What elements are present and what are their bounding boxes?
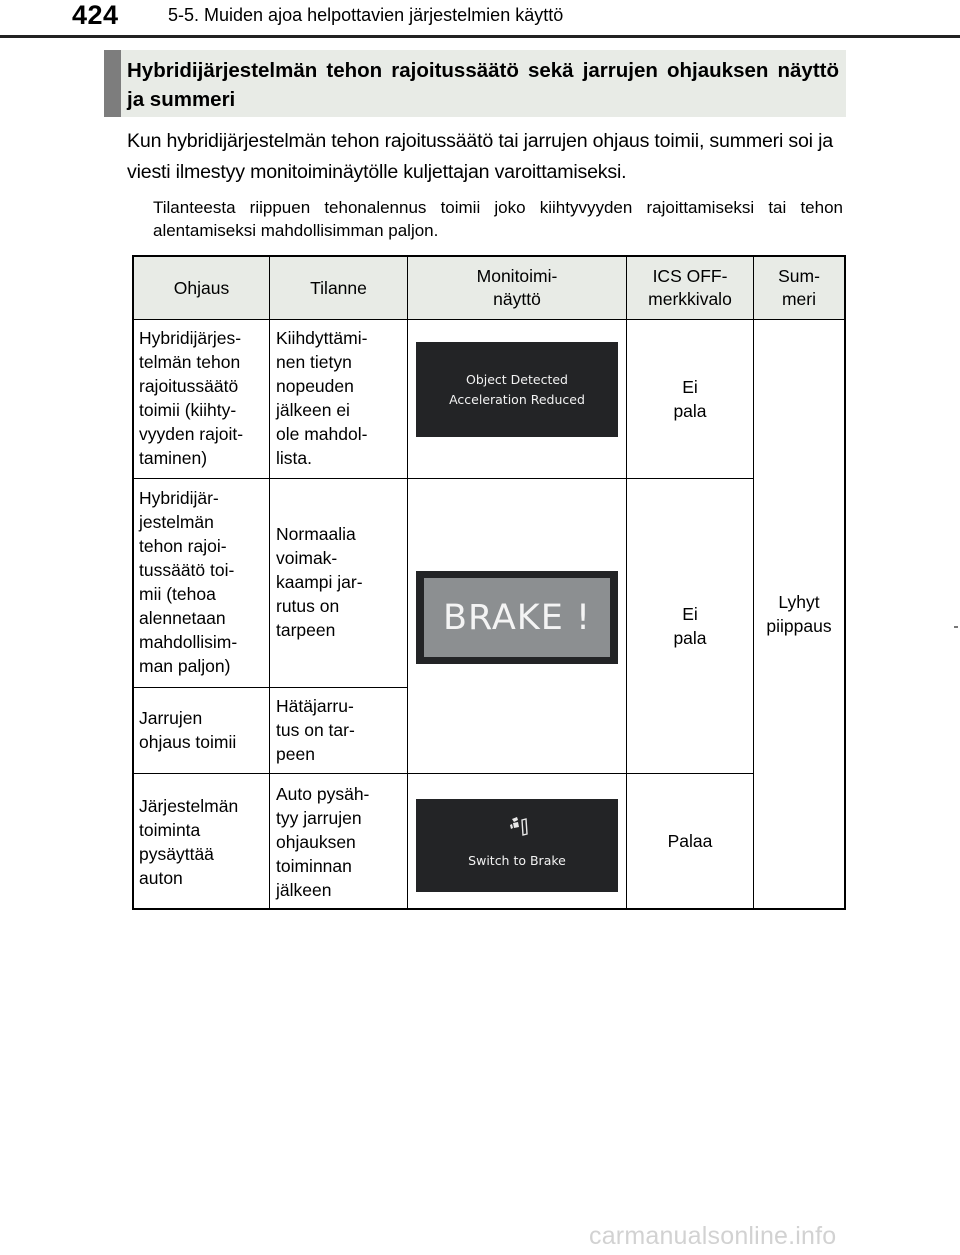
- chapter-title: 5-5. Muiden ajoa helpottavien järjestelmien käyttö: [168, 5, 564, 25]
- object-detected-screen: [416, 342, 618, 437]
- row1-ics-off: Ei pala: [673, 377, 707, 421]
- brake-warning-text: BRAKE !: [424, 578, 610, 657]
- row1-control: Hybridijärjes- telmän tehon rajoitussäätö toimii (kiihty- vyyden rajoit- taminen): [139, 328, 244, 468]
- note-paragraph: Tilanteesta riippuen tehonalennus toimii joko kiihtyvyyden rajoittamiseksi tai tehon alentamiseksi mahdollisimman paljon.: [153, 198, 843, 240]
- brake-screen: [416, 571, 618, 664]
- header-display: Monitoimi- näyttö: [476, 266, 558, 309]
- table-border-right: [844, 255, 846, 910]
- row2-control: Hybridijär- jestelmän tehon rajoi- tussäätö toi- mii (tehoa alennetaan mahdollisim- man paljon): [139, 488, 238, 676]
- switch-to-brake-text: Switch to Brake: [468, 853, 566, 868]
- intro-paragraph: Kun hybridijärjestelmän tehon rajoitussäätö tai jarrujen ohjaus toimii, summeri soi ja viesti ilmestyy monitoiminäytölle kuljettajan varoittamiseksi.: [127, 130, 833, 183]
- row1-situation: Kiihdyttämi- nen tietyn nopeuden jälkeen ei ole mahdol- lista.: [276, 328, 368, 468]
- row4-control: Järjestelmän toiminta pysäyttää auton: [139, 796, 239, 888]
- table-border: [407, 255, 408, 910]
- section-title: Hybridijärjestelmän tehon rajoitussäätö sekä jarrujen ohjauksen näyttö ja summeri: [127, 59, 839, 111]
- foot-on-pedal-icon: [509, 816, 529, 838]
- row3-situation: Hätäjarru- tus on tar- peen: [276, 696, 355, 764]
- row2-situation: Normaalia voimak- kaampi jar- rutus on tarpeen: [276, 524, 363, 640]
- header-buzzer: Sum- meri: [778, 266, 820, 309]
- screen-line-2: Acceleration Reduced: [449, 392, 585, 407]
- table-border-bottom: [132, 908, 846, 910]
- row4-situation: Auto pysäh- tyy jarrujen ohjauksen toiminnan jälkeen: [276, 784, 370, 900]
- row4-ics-off: Palaa: [667, 831, 713, 851]
- switch-to-brake-screen: [416, 799, 618, 892]
- header-control: Ohjaus: [173, 277, 230, 298]
- section-heading-bar: [104, 50, 121, 117]
- edge-mark: [954, 626, 958, 628]
- page-number: 424: [72, 0, 119, 30]
- table-border: [269, 255, 270, 910]
- header-rule: [0, 35, 960, 38]
- header-situation: Tilanne: [310, 277, 367, 298]
- screen-line-1: Object Detected: [466, 372, 568, 387]
- row3-control: Jarrujen ohjaus toimii: [139, 708, 237, 752]
- buzzer-merged: Lyhyt piippaus: [766, 592, 832, 636]
- table-border-left: [132, 255, 134, 910]
- watermark: carmanualsonline.info: [589, 1222, 837, 1250]
- table-border: [132, 687, 408, 688]
- header-ics-off: ICS OFF- merkkivalo: [648, 266, 732, 309]
- row2-ics-off: Ei pala: [673, 604, 707, 648]
